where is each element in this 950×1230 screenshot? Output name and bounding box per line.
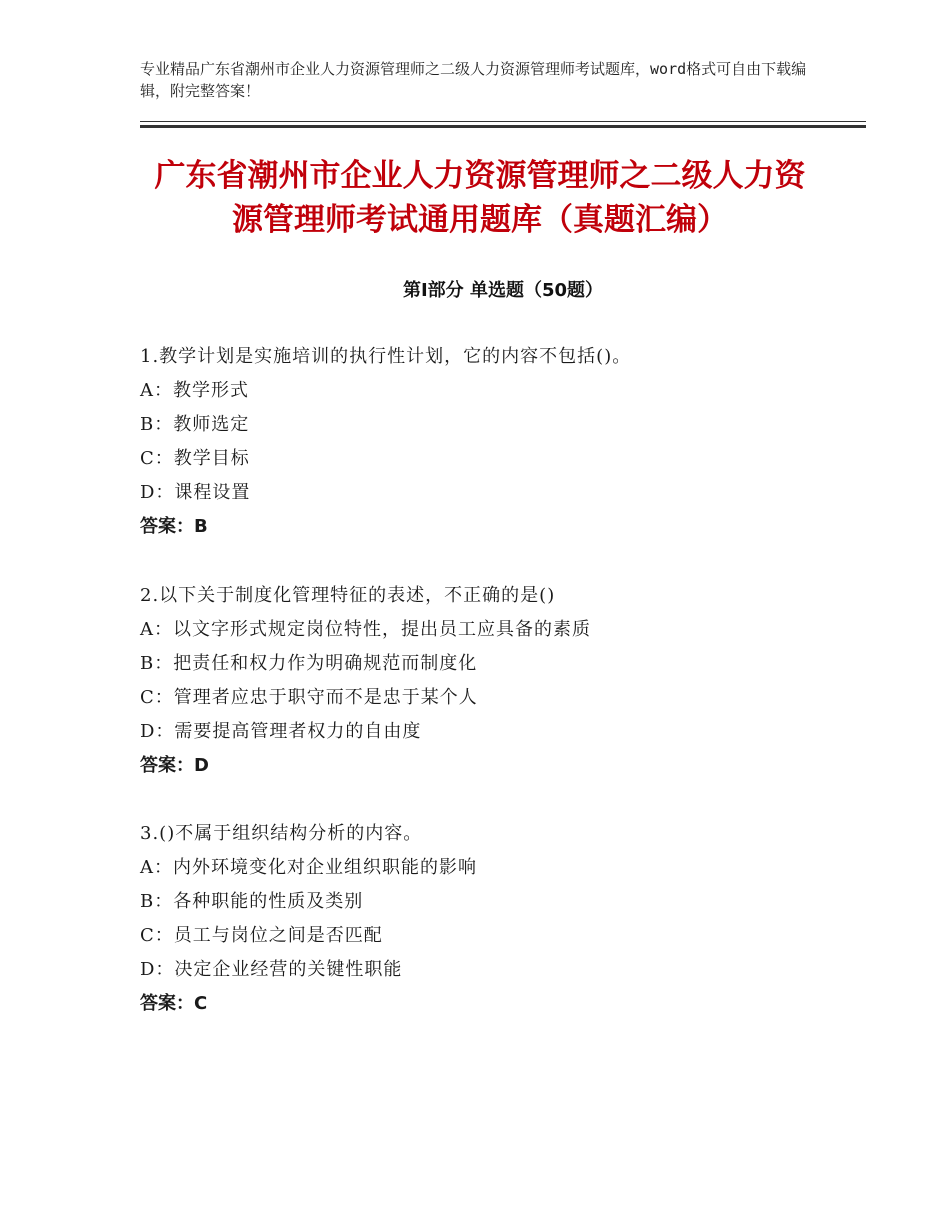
option-b: B：教师选定 — [140, 414, 250, 435]
question-stem: 2.以下关于制度化管理特征的表述，不正确的是() — [140, 585, 556, 606]
answer-label: 答案： — [140, 993, 194, 1014]
answer-label: 答案： — [140, 755, 194, 776]
option-b: B：把责任和权力作为明确规范而制度化 — [140, 653, 478, 674]
question-stem: 1.教学计划是实施培训的执行性计划，它的内容不包括()。 — [140, 346, 632, 367]
answer-line — [140, 749, 840, 783]
header-divider-thin — [140, 121, 866, 122]
answer-line — [140, 510, 840, 544]
option-d: D：需要提高管理者权力的自由度 — [140, 721, 422, 742]
option-a: A：内外环境变化对企业组织职能的影响 — [140, 857, 477, 878]
answer-label: 答案： — [140, 516, 194, 537]
question-block — [140, 817, 840, 1021]
option-c: C：员工与岗位之间是否匹配 — [140, 925, 383, 946]
option-d: D：课程设置 — [140, 482, 251, 503]
option-a: A：教学形式 — [140, 380, 249, 401]
question-block — [140, 340, 840, 544]
answer-value: C — [194, 993, 208, 1014]
header-divider-thick — [140, 125, 866, 128]
answer-value: B — [194, 516, 208, 537]
section-heading: 第Ⅰ部分 单选题（50题） — [402, 280, 603, 301]
option-c: C：管理者应忠于职守而不是忠于某个人 — [140, 687, 478, 708]
question-block — [140, 579, 840, 783]
question-stem: 3.()不属于组织结构分析的内容。 — [140, 823, 423, 844]
answer-value: D — [194, 755, 209, 776]
option-c: C：教学目标 — [140, 448, 250, 469]
document-title: 广东省潮州市企业人力资源管理师之二级人力资源管理师考试通用题库（真题汇编） — [154, 158, 806, 238]
option-d: D：决定企业经营的关键性职能 — [140, 959, 403, 980]
option-a: A：以文字形式规定岗位特性，提出员工应具备的素质 — [140, 619, 591, 640]
option-b: B：各种职能的性质及类别 — [140, 891, 364, 912]
answer-line — [140, 987, 840, 1021]
header-note: 专业精品广东省潮州市企业人力资源管理师之二级人力资源管理师考试题库，word格式可自由下载编辑，附完整答案！ — [140, 60, 807, 100]
